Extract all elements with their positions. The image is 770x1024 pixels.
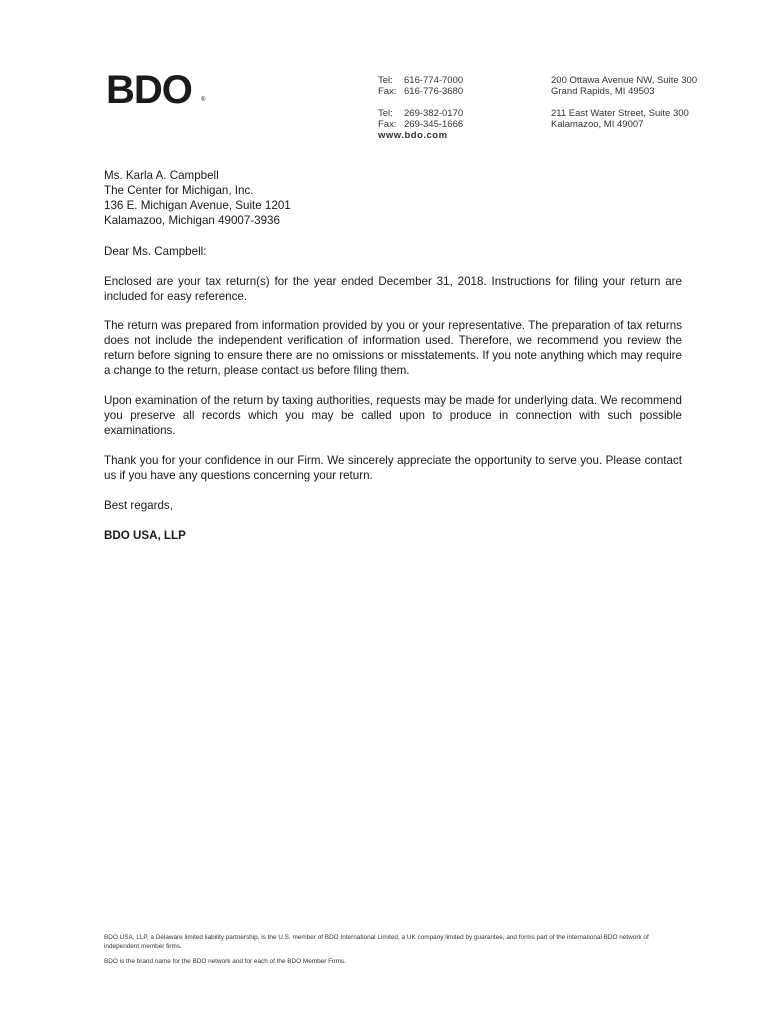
registered-mark: ® bbox=[201, 97, 206, 103]
tel-label: Tel: bbox=[378, 108, 393, 119]
address-line: Kalamazoo, MI 49007 bbox=[551, 119, 644, 130]
address-line: Grand Rapids, MI 49503 bbox=[551, 86, 655, 97]
grand-rapids-fax: 616-776-3680 bbox=[404, 86, 464, 97]
salutation: Dear Ms. Campbell: bbox=[104, 245, 207, 258]
paragraph: The return was prepared from information provided by you or your representative. The preparation of tax returns does not include the independent verification of information used. Therefore, we recommend you review the return before signing to ensure there are no omissions or misstatements. If you note anything which may require a change to the return, please contact us before filing them. bbox=[104, 319, 682, 377]
recipient-street: 136 E. Michigan Avenue, Suite 1201 bbox=[104, 199, 291, 212]
signature: BDO USA, LLP bbox=[104, 529, 186, 542]
recipient-name: Ms. Karla A. Campbell bbox=[104, 169, 219, 182]
logo-wordmark: BDO bbox=[106, 68, 192, 112]
address-line: 211 East Water Street, Suite 300 bbox=[551, 108, 689, 119]
paragraph: Enclosed are your tax return(s) for the year ended December 31, 2018. Instructions for filing your return are included for easy reference. bbox=[104, 275, 682, 303]
recipient-organization: The Center for Michigan, Inc. bbox=[104, 184, 254, 197]
grand-rapids-address bbox=[551, 75, 697, 97]
footer-brand: BDO is the brand name for the BDO network and for each of the BDO Member Firms. bbox=[104, 958, 346, 965]
paragraph: Thank you for your confidence in our Firm. We sincerely appreciate the opportunity to serve you. Please contact us if you have any questions concerning your return. bbox=[104, 454, 682, 482]
paragraph: Upon examination of the return by taxing authorities, requests may be made for underlying data. We recommend you preserve all records which you may be called upon to produce in connection with such possible examinations. bbox=[104, 394, 682, 437]
closing: Best regards, bbox=[104, 499, 173, 512]
kalamazoo-fax: 269-345-1666 bbox=[404, 119, 464, 130]
website: www.bdo.com bbox=[378, 130, 448, 141]
kalamazoo-phone-block bbox=[378, 108, 463, 141]
address-line: 200 Ottawa Avenue NW, Suite 300 bbox=[551, 75, 698, 86]
tel-label: Tel: bbox=[378, 75, 393, 86]
footer-legal: BDO USA, LLP, a Delaware limited liability partnership, is the U.S. member of BDO International Limited, a UK company limited by guarantee, and forms part of the international BDO network of independent member firms. bbox=[104, 934, 649, 950]
recipient-city: Kalamazoo, Michigan 49007-3936 bbox=[104, 214, 280, 227]
grand-rapids-phone-block bbox=[378, 75, 463, 97]
kalamazoo-address bbox=[551, 108, 689, 130]
kalamazoo-tel: 269-382-0170 bbox=[404, 108, 464, 119]
fax-label: Fax: bbox=[378, 86, 397, 97]
fax-label: Fax: bbox=[378, 119, 397, 130]
bdo-logo bbox=[106, 70, 206, 114]
recipient-address bbox=[104, 168, 682, 228]
grand-rapids-tel: 616-774-7000 bbox=[404, 75, 464, 86]
